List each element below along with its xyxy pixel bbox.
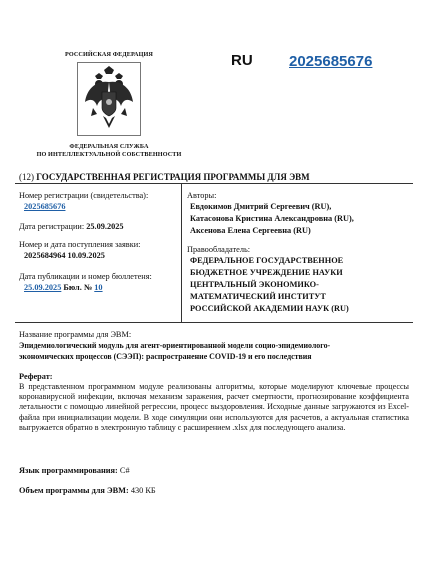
- size-field: [19, 486, 156, 496]
- reg-number-label: Номер регистрации (свидетельства):: [19, 191, 149, 200]
- reg-number-value-link[interactable]: 2025685676: [24, 202, 66, 211]
- reg-date-value: 25.09.2025: [86, 222, 124, 231]
- registration-number-link[interactable]: 2025685676: [289, 53, 373, 70]
- size-value: 430 КБ: [130, 486, 156, 495]
- document-title-code: (12): [19, 172, 34, 182]
- publication-value: [24, 283, 103, 293]
- document-title: [19, 172, 310, 182]
- publication-date-link[interactable]: 25.09.2025: [24, 283, 62, 292]
- publication-label: Дата публикации и номер бюллетеня:: [19, 272, 152, 281]
- coat-of-arms-emblem: [77, 62, 141, 136]
- country-name: РОССИЙСКАЯ ФЕДЕРАЦИЯ: [64, 51, 153, 58]
- size-label: Объем программы для ЭВМ:: [19, 486, 129, 495]
- owner-line-4: МАТЕМАТИЧЕСКИЙ ИНСТИТУТ: [190, 292, 326, 301]
- divider-top: [15, 183, 413, 184]
- country-code: RU: [231, 52, 253, 69]
- owner-line-1: ФЕДЕРАЛЬНОЕ ГОСУДАРСТВЕННОЕ: [190, 256, 344, 265]
- abstract-label: Реферат:: [19, 372, 53, 381]
- owner-label: Правообладатель:: [187, 245, 251, 254]
- language-label: Язык программирования:: [19, 466, 118, 475]
- program-name-label: Название программы для ЭВМ:: [19, 330, 132, 339]
- owner-line-3: ЦЕНТРАЛЬНЫЙ ЭКОНОМИКО-: [190, 280, 319, 289]
- owner-line-5: РОССИЙСКОЙ АКАДЕМИИ НАУК (RU): [190, 304, 349, 313]
- author-1: Евдокимов Дмитрий Сергеевич (RU),: [190, 202, 332, 211]
- authors-label: Авторы:: [187, 191, 217, 200]
- divider-middle: [15, 322, 413, 323]
- bulletin-label: Бюл. №: [63, 283, 93, 292]
- application-value: 2025684964 10.09.2025: [24, 251, 105, 260]
- bulletin-number-link[interactable]: 10: [94, 283, 103, 292]
- application-label: Номер и дата поступления заявки:: [19, 240, 141, 249]
- owner-line-2: БЮДЖЕТНОЕ УЧРЕЖДЕНИЕ НАУКИ: [190, 268, 343, 277]
- reg-date-label: Дата регистрации:: [19, 222, 85, 231]
- program-name-line-1: Эпидемиологический модуль для агент-ориентированной модели социо-эпидемиолого-: [19, 341, 331, 350]
- divider-vertical: [181, 183, 182, 323]
- language-field: [19, 466, 130, 476]
- author-2: Катасонова Кристина Александровна (RU),: [190, 214, 354, 223]
- agency-name-line2: ПО ИНТЕЛЛЕКТУАЛЬНОЙ СОБСТВЕННОСТИ: [36, 151, 182, 158]
- document-title-text: ГОСУДАРСТВЕННАЯ РЕГИСТРАЦИЯ ПРОГРАММЫ ДЛЯ ЭВМ: [36, 172, 310, 182]
- author-3: Аксенова Елена Сергеевна (RU): [190, 226, 311, 235]
- language-value: C#: [119, 466, 130, 475]
- agency-name-line1: ФЕДЕРАЛЬНАЯ СЛУЖБА: [69, 143, 149, 150]
- abstract-text: В представленном программном модуле реализованы алгоритмы, которые моделируют ключевые процессы коронавирусной инфекции, включая механизм заражения, расчет смертности, прогнозирование коэффициента летальности с помощью линейной регрессии, процесс выздоровления. Исходные данные загружаются из Excel-файла при инициализации модели. В ходе симуляции они используются для расчетов, а актуальная статистика выгружается обратно в электронную таблицу с расширением .xlsx для последующего анализа.: [19, 382, 409, 432]
- reg-date-field: [19, 222, 124, 232]
- program-name-line-2: экономических процессов (СЭЭП): распространение COVID-19 и его последствия: [19, 352, 312, 361]
